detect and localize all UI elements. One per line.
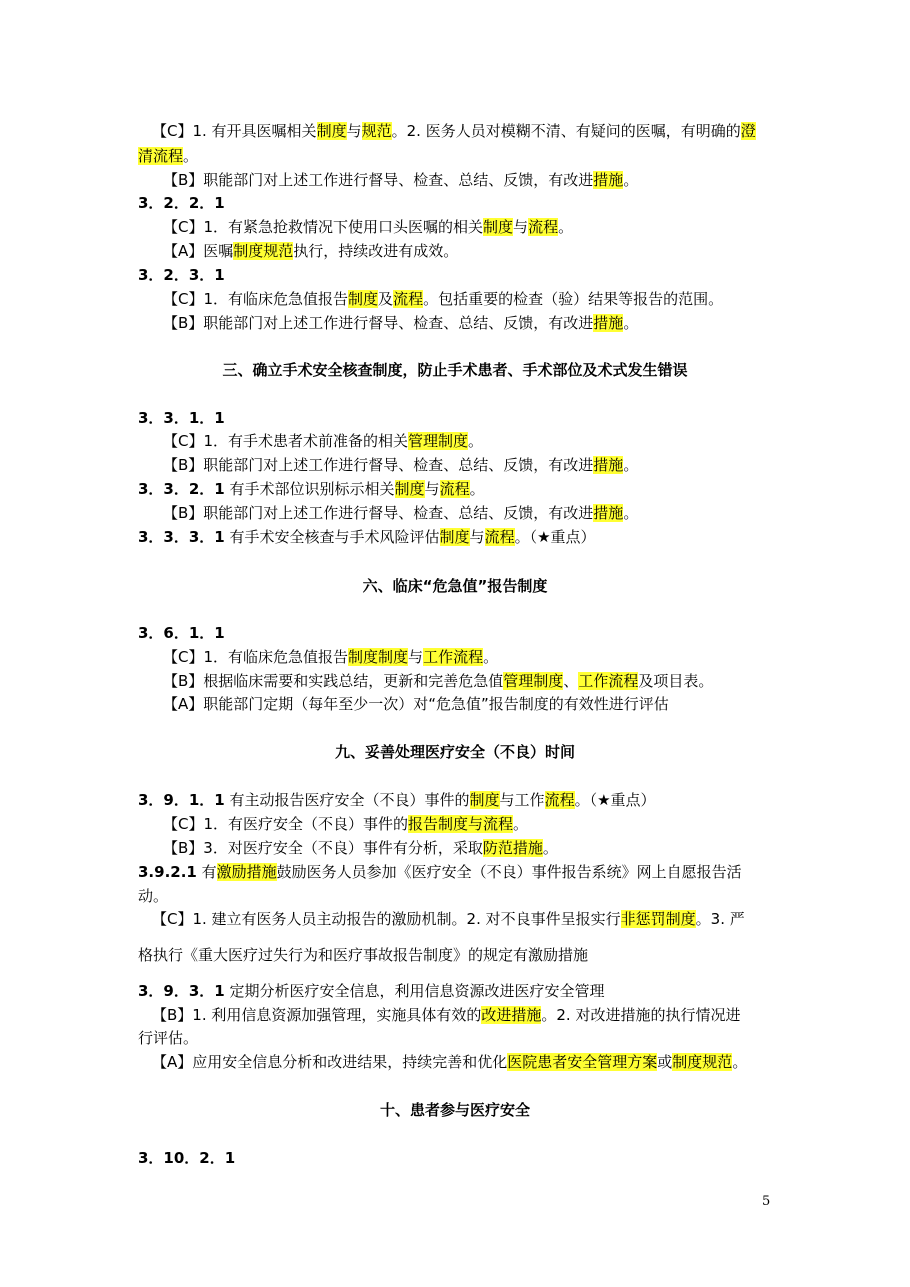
clause-number: 3．9．1．1 [138, 791, 225, 809]
text-segment: 有主动报告医疗安全（不良）事件的 [224, 791, 470, 809]
highlighted-text: 流程 [528, 218, 559, 236]
text-segment: 有 [196, 863, 217, 881]
text-segment: 六、临床“危急值”报告制度 [362, 577, 548, 595]
highlighted-text: 防范措施 [482, 839, 543, 857]
clause-number: 3．3．1．1 [138, 409, 225, 427]
text-segment: 及项目表。 [638, 672, 714, 690]
text-segment: 【B】职能部门对上述工作进行督导、检查、总结、反馈，有改进 [163, 504, 594, 522]
line [163, 692, 669, 716]
highlighted-text: 制度制度 [348, 648, 409, 666]
text-segment: 【A】应用安全信息分析和改进结果，持续完善和优化 [152, 1053, 508, 1071]
line [163, 501, 638, 525]
line [138, 860, 742, 884]
line [138, 943, 588, 967]
clause-number: 3．3．3．1 [138, 528, 225, 546]
highlighted-text: 流程 [544, 791, 575, 809]
text-segment: 、 [563, 672, 579, 690]
text-segment: 。（★重点） [514, 528, 596, 546]
text-segment: 与 [424, 480, 440, 498]
highlighted-text: 管理制度 [503, 672, 564, 690]
clause-number: 3．10．2．1 [138, 1149, 236, 1167]
line [138, 979, 605, 1003]
text-segment: 。 [623, 456, 639, 474]
section-number [138, 191, 225, 215]
text-segment: 或 [657, 1053, 673, 1071]
line [152, 1050, 747, 1074]
section-heading [0, 740, 910, 764]
section-number [138, 406, 225, 430]
section-number [138, 263, 225, 287]
highlighted-text: 制度 [483, 218, 514, 236]
text-segment: 【B】根据临床需要和实践总结，更新和完善危急值 [163, 672, 504, 690]
text-segment: 。 [468, 432, 484, 450]
highlighted-text: 医院患者安全管理方案 [507, 1053, 658, 1071]
text-segment: 【B】职能部门对上述工作进行督导、检查、总结、反馈，有改进 [163, 456, 594, 474]
clause-number: 3．2．3．1 [138, 266, 225, 284]
line [163, 453, 638, 477]
highlighted-text: 激励措施 [216, 863, 277, 881]
text-segment: 。3. 严 [695, 910, 745, 928]
text-segment: 【A】职能部门定期（每年至少一次）对“危急值”报告制度的有效性进行评估 [163, 695, 669, 713]
highlighted-text: 工作流程 [578, 672, 639, 690]
text-segment: 。 [623, 171, 639, 189]
line [152, 119, 756, 143]
text-segment: 【B】1. 利用信息资源加强管理，实施具体有效的 [152, 1006, 482, 1024]
line [138, 525, 596, 549]
highlighted-text: 流程 [439, 480, 470, 498]
text-segment: 与 [346, 122, 362, 140]
text-segment: 。 [469, 480, 485, 498]
text-segment: 【B】职能部门对上述工作进行督导、检查、总结、反馈，有改进 [163, 314, 594, 332]
line [163, 215, 573, 239]
section-heading [0, 358, 910, 382]
clause-number: 3．6．1．1 [138, 624, 225, 642]
line [163, 645, 498, 669]
clause-number: 3．3．2．1 [138, 480, 225, 498]
highlighted-text: 管理制度 [408, 432, 469, 450]
line [138, 477, 485, 501]
text-segment: 行评估。 [138, 1029, 199, 1047]
highlighted-text: 非惩罚制度 [620, 910, 696, 928]
highlighted-text: 措施 [593, 456, 624, 474]
text-segment: 有手术安全核查与手术风险评估 [224, 528, 440, 546]
highlighted-text: 措施 [593, 504, 624, 522]
text-segment: 。（★重点） [574, 791, 656, 809]
line [138, 884, 168, 908]
clause-number: 3．2．2．1 [138, 194, 225, 212]
page-number: 5 [762, 1194, 771, 1209]
line [163, 812, 528, 836]
text-segment: 。 [623, 314, 639, 332]
line [152, 907, 745, 931]
text-segment: 十、患者参与医疗安全 [379, 1101, 530, 1119]
line [163, 239, 458, 263]
highlighted-text: 制度 [394, 480, 425, 498]
highlighted-text: 改进措施 [481, 1006, 542, 1024]
text-segment: 与 [513, 218, 529, 236]
section-number [138, 1146, 235, 1170]
text-segment: 与 [469, 528, 485, 546]
text-segment: 【C】1．有临床危急值报告 [163, 648, 349, 666]
text-segment: 与 [408, 648, 424, 666]
text-segment: 鼓励医务人员参加《医疗安全（不良）事件报告系统》网上自愿报告活 [276, 863, 742, 881]
text-segment: 【C】1．有医疗安全（不良）事件的 [163, 815, 409, 833]
text-segment: 执行，持续改进有成效。 [293, 242, 459, 260]
clause-number: 3.9.2.1 [138, 863, 197, 881]
text-segment: 格执行《重大医疗过失行为和医疗事故报告制度》的规定有激励措施 [138, 946, 589, 964]
text-segment: 有手术部位识别标示相关 [224, 480, 395, 498]
highlighted-text: 澄 [740, 122, 756, 140]
text-segment: 【C】1．有紧急抢救情况下使用口头医嘱的相关 [163, 218, 484, 236]
line [138, 144, 198, 168]
section-heading [0, 1098, 910, 1122]
text-segment: 【B】3．对医疗安全（不良）事件有分析，采取 [163, 839, 483, 857]
line [163, 287, 723, 311]
text-segment: 。 [623, 504, 639, 522]
text-segment: 及 [378, 290, 394, 308]
line [163, 429, 483, 453]
section-number [138, 621, 225, 645]
highlighted-text: 工作流程 [423, 648, 484, 666]
text-segment: 【C】1．有临床危急值报告 [163, 290, 349, 308]
text-segment: 【C】1. 有开具医嘱相关 [152, 122, 317, 140]
text-segment: 。 [483, 648, 499, 666]
highlighted-text: 清流程 [138, 147, 184, 165]
line [138, 1026, 198, 1050]
highlighted-text: 制度 [469, 791, 500, 809]
line [163, 311, 638, 335]
highlighted-text: 制度 [316, 122, 347, 140]
highlighted-text: 制度 [348, 290, 379, 308]
text-segment: 三、确立手术安全核查制度，防止手术患者、手术部位及术式发生错误 [222, 361, 688, 379]
text-segment: 九、妥善处理医疗安全（不良）时间 [334, 743, 575, 761]
text-segment: 。包括重要的检查（验）结果等报告的范围。 [423, 290, 724, 308]
highlighted-text: 制度规范 [233, 242, 294, 260]
text-segment: 。 [542, 839, 558, 857]
text-segment: 。2. 对改进措施的执行情况进 [541, 1006, 741, 1024]
highlighted-text: 流程 [484, 528, 515, 546]
line [163, 669, 713, 693]
highlighted-text: 措施 [593, 314, 624, 332]
text-segment: 与工作 [499, 791, 545, 809]
text-segment: 。 [732, 1053, 748, 1071]
line [138, 788, 656, 812]
highlighted-text: 报告制度与流程 [408, 815, 514, 833]
highlighted-text: 措施 [593, 171, 624, 189]
clause-number: 3．9．3．1 [138, 982, 225, 1000]
text-segment: 【B】职能部门对上述工作进行督导、检查、总结、反馈，有改进 [163, 171, 594, 189]
text-segment: 【C】1. 建立有医务人员主动报告的激励机制。2. 对不良事件呈报实行 [152, 910, 621, 928]
line [152, 1003, 740, 1027]
highlighted-text: 规范 [361, 122, 392, 140]
highlighted-text: 制度规范 [672, 1053, 733, 1071]
highlighted-text: 制度 [439, 528, 470, 546]
text-segment: 。 [513, 815, 529, 833]
text-segment: 。 [183, 147, 199, 165]
text-segment: 定期分析医疗安全信息，利用信息资源改进医疗安全管理 [224, 982, 605, 1000]
highlighted-text: 流程 [393, 290, 424, 308]
text-segment: 【C】1．有手术患者术前准备的相关 [163, 432, 409, 450]
text-segment: 。2. 医务人员对模糊不清、有疑问的医嘱，有明确的 [391, 122, 741, 140]
line [163, 168, 638, 192]
text-segment: 【A】医嘱 [163, 242, 234, 260]
text-segment: 动。 [138, 887, 169, 905]
text-segment: 。 [558, 218, 574, 236]
line [163, 836, 558, 860]
section-heading [0, 574, 910, 598]
